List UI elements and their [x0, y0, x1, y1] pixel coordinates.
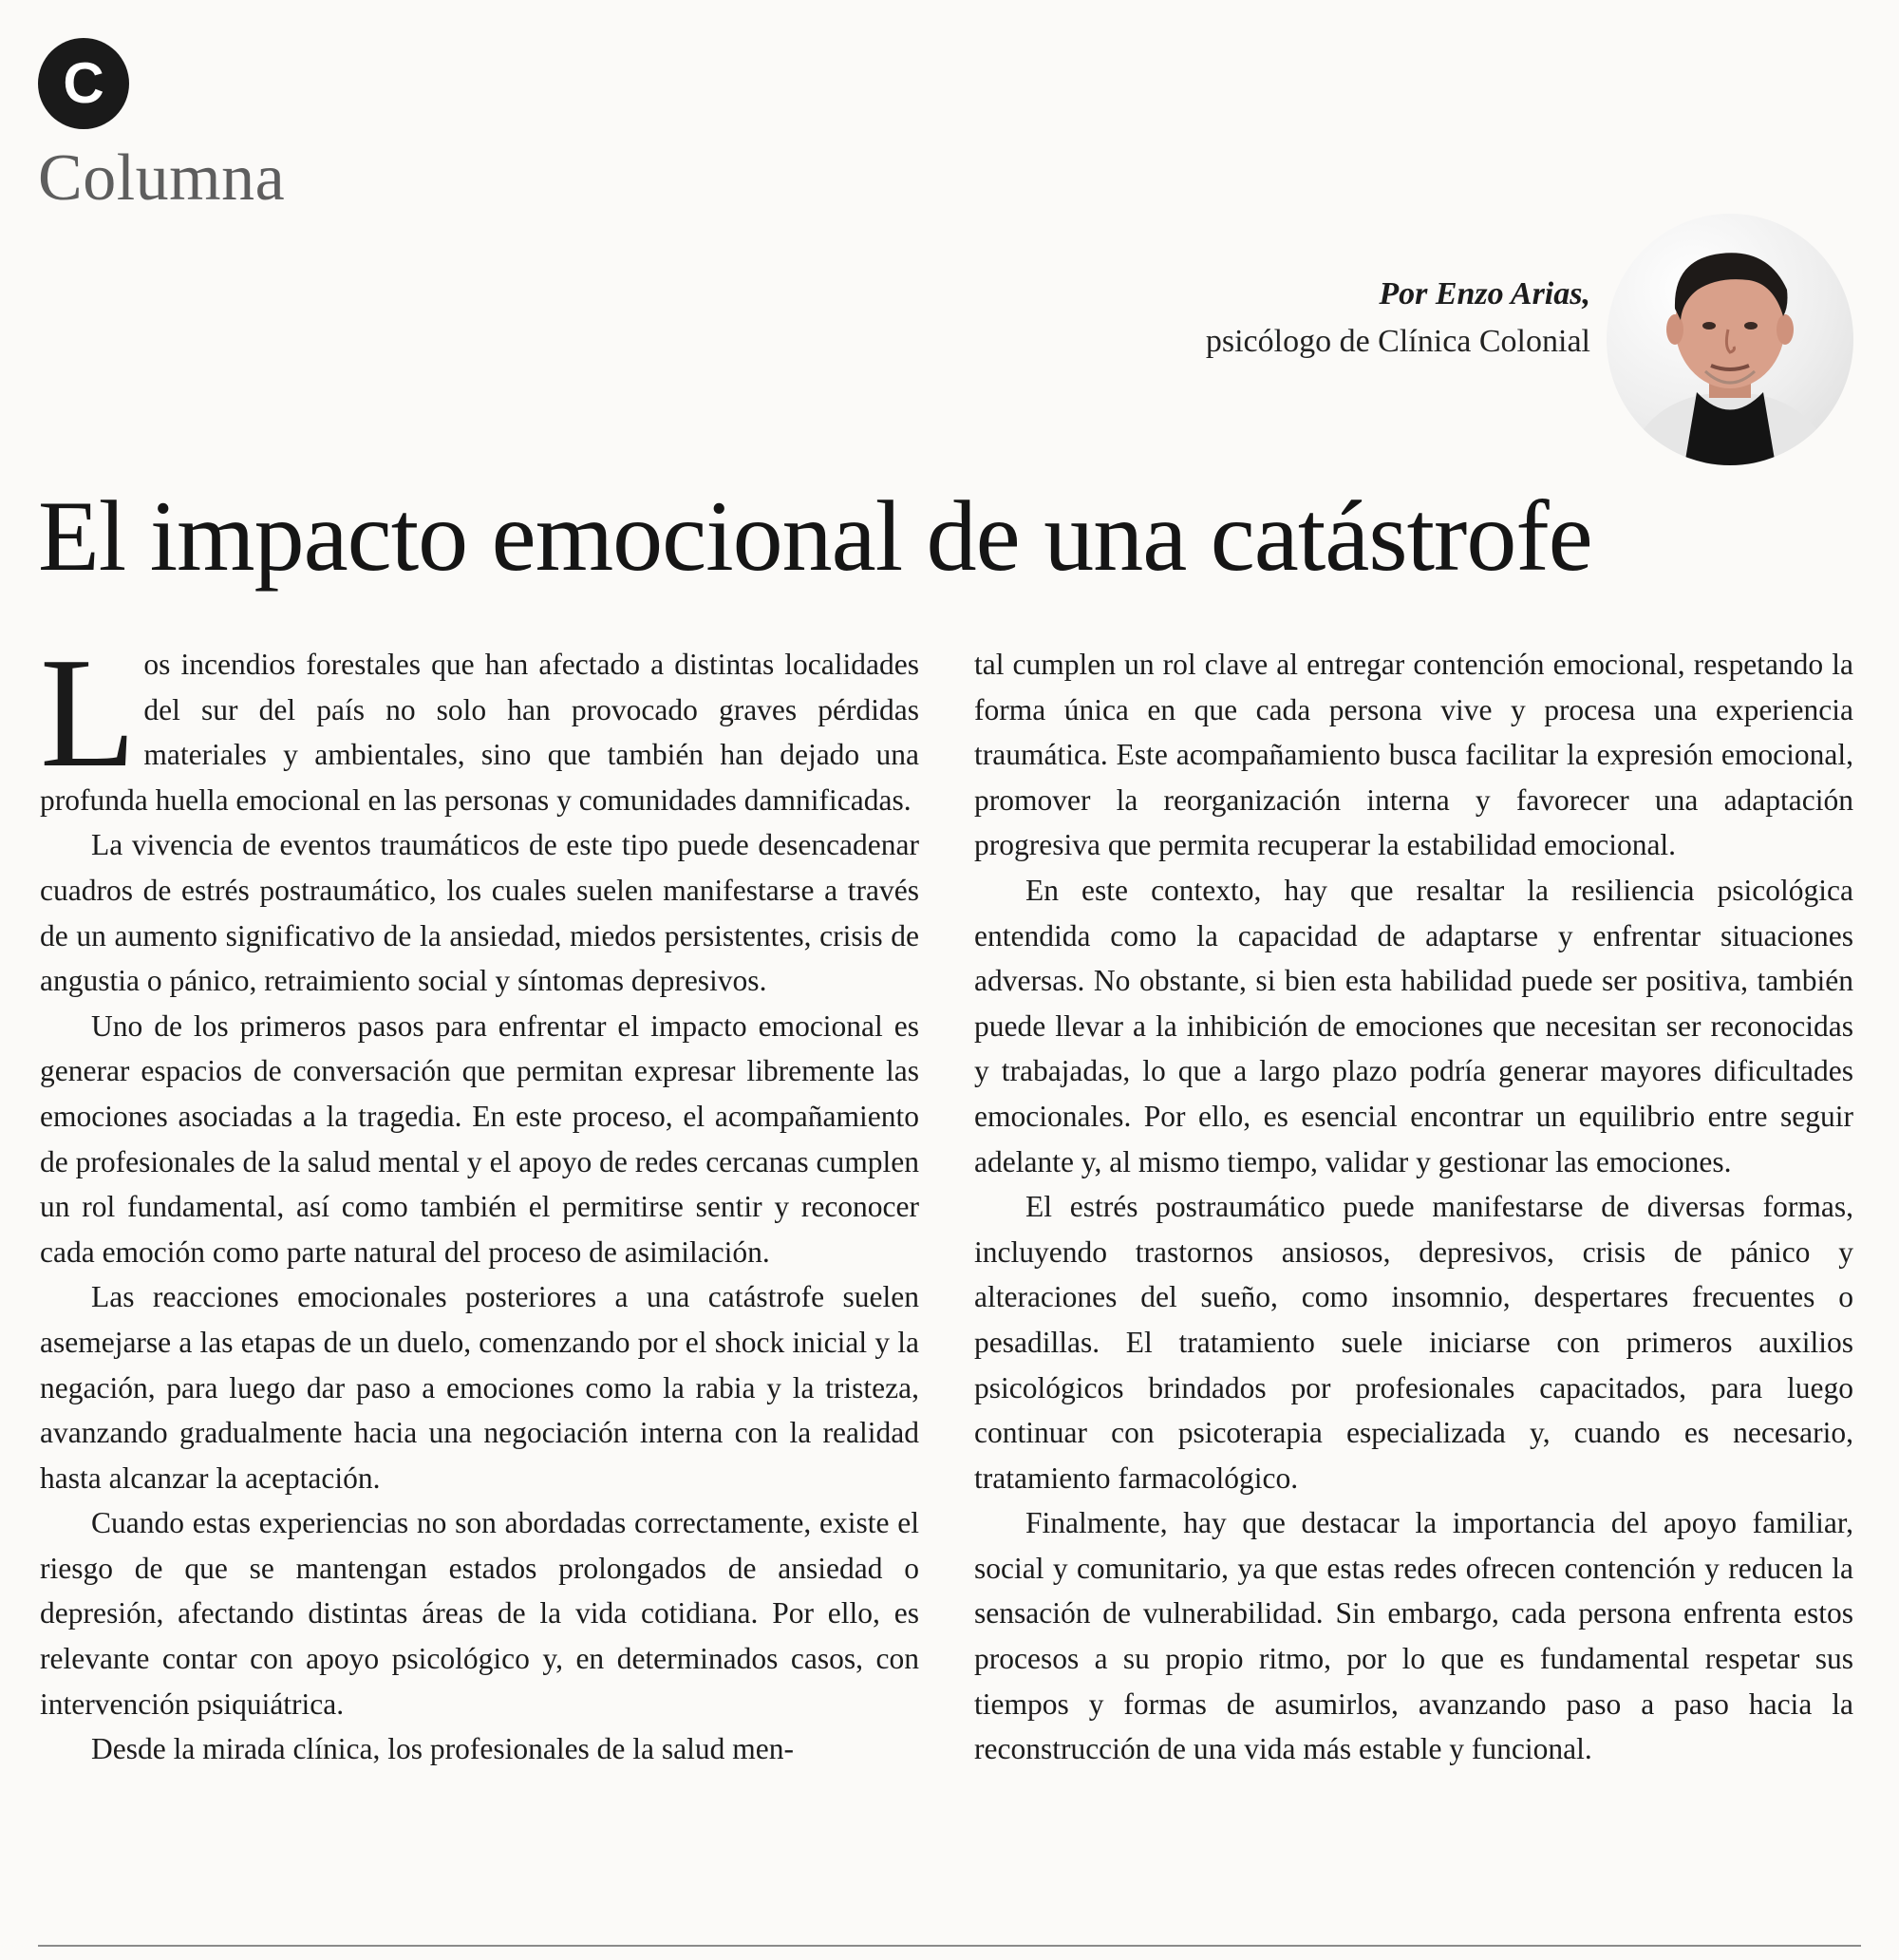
article-paragraph: [40, 625, 919, 822]
article-paragraph: La vivencia de eventos traumáticos de este tipo puede desencadenar cuadros de estrés postraumático, los cuales suelen manifestarse a través de un aumento significativo de la ansiedad, miedos persistentes, crisis de angustia o pánico, retraimiento social y síntomas depresivos.: [40, 828, 919, 998]
article-paragraph: En este contexto, hay que resaltar la resiliencia psicológica entendida como la capacidad de adaptarse y enfrentar situaciones adversas. No obstante, si bien esta habilidad puede ser positiva, también puede llevar a la inhibición de emociones que necesitan ser reconocidas y trabajadas, lo que a largo plazo podría generar mayores dificultades emocionales. Por ello, es esencial encontrar un equilibrio entre seguir adelante y, al mismo tiempo, validar y gestionar las emociones.: [974, 873, 1853, 1178]
section-label: Columna: [38, 141, 286, 215]
article-paragraph: Uno de los primeros pasos para enfrentar el impacto emocional es generar espacios de conversación que permitan expresar libremente las emociones asociadas a la tragedia. En este proceso, el acompañamiento de profesionales de la salud mental y el apoyo de redes cercanas cumplen un rol fundamental, así como también el permitirse sentir y reconocer cada emoción como parte natural del proceso de asimilación.: [40, 1008, 919, 1269]
bottom-divider: [38, 1945, 1861, 1947]
byline-role: psicólogo de Clínica Colonial: [1205, 324, 1590, 359]
drop-cap: L: [40, 625, 137, 800]
byline: [1206, 271, 1590, 366]
article-paragraph: Finalmente, hay que destacar la importancia del apoyo familiar, social y comunitario, ya que estas redes ofrecen contención y reducen la sensación de vulnerabilidad. Sin embargo, cada persona enfrenta estos procesos a su propio ritmo, por lo que es fundamental respetar sus tiempos y formas de asumirlos, avanzando paso a paso hacia la reconstrucción de una vida más estable y funcional.: [974, 1506, 1853, 1766]
article-column-left: [40, 625, 919, 1772]
article-paragraph: tal cumplen un rol clave al entregar contención emocional, respetando la forma única en que cada persona vive y procesa una experiencia traumática. Este acompañamiento busca facilitar la expresión emocional, promover la reorganización interna y favorecer una adaptación progresiva que permita recuperar la estabilidad emocional.: [974, 648, 1853, 862]
headline: El impacto emocional de una catástrofe: [38, 481, 1592, 592]
section-badge-letter: C: [63, 51, 104, 115]
article-column-right: [974, 642, 1853, 1772]
article-paragraph: Cuando estas experiencias no son abordadas correctamente, existe el riesgo de que se mantengan estados prolongados de ansiedad o depresión, afectando distintas áreas de la vida cotidiana. Por ello, es relevante contar con apoyo psicológico y, en determinados casos, con intervención psiquiátrica.: [40, 1506, 919, 1721]
article-paragraph: El estrés postraumático puede manifestarse de diversas formas, incluyendo trastornos ansiosos, depresivos, crisis de pánico y alteraciones del sueño, como insomnio, despertares frecuentes o pesadillas. El tratamiento suele iniciarse con primeros auxilios psicológicos brindados por profesionales capacitados, para luego continuar con psicoterapia especializada y, cuando es necesario, tratamiento farmacológico.: [974, 1190, 1853, 1495]
section-badge: [38, 38, 129, 129]
author-portrait-illustration: [1607, 214, 1853, 465]
author-photo: [1607, 214, 1853, 465]
byline-author: Por Enzo Arias,: [1379, 276, 1590, 311]
article-paragraph: Desde la mirada clínica, los profesionales de la salud men-: [91, 1732, 794, 1766]
paragraph-text: os incendios forestales que han afectado a distintas localidades del sur del país no solo han provocado graves pérdidas materiales y ambientales, sino que también han dejado una profunda huella emocional en las personas y comunidades damnificadas.: [40, 648, 919, 817]
article-paragraph: Las reacciones emocionales posteriores a una catástrofe suelen asemejarse a las etapas de un duelo, comenzando por el shock inicial y la negación, para luego dar paso a emociones como la rabia y la tristeza, avanzando gradualmente hacia una negociación interna con la realidad hasta alcanzar la aceptación.: [40, 1280, 919, 1495]
